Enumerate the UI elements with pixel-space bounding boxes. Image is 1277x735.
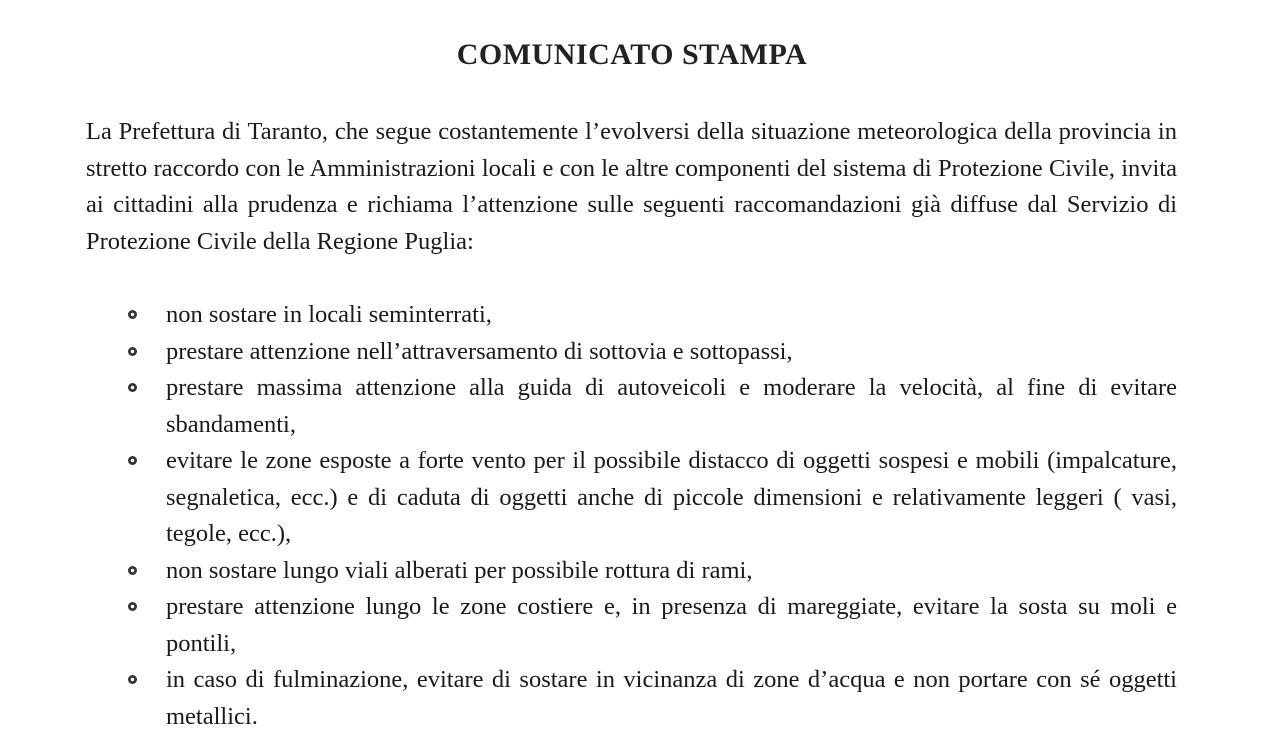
list-item-text: prestare massima attenzione alla guida di autoveicoli e moderare la velocità, al fine di evitare sbandamenti, [166,374,1177,438]
bullet-icon [128,310,137,319]
bullet-icon [128,602,137,611]
list-item-text: prestare attenzione lungo le zone costiere e, in presenza di mareggiate, evitare la sosta su moli e pontili, [166,593,1177,657]
bullet-icon [128,675,137,684]
bullet-icon [128,566,137,575]
list-item [86,443,1177,553]
list-item-text: non sostare lungo viali alberati per possibile rottura di rami, [166,556,753,584]
bullet-icon [128,456,137,465]
list-item [86,553,1177,590]
list-item-text: non sostare in locali seminterrati, [166,301,492,328]
list-item [86,334,1177,371]
list-item-text: prestare attenzione nell’attraversamento di sottovia e sottopassi, [166,337,793,365]
list-item-text: evitare le zone esposte a forte vento per il possibile distacco di oggetti sospesi e mobili (impalcature, segnaletica, ecc.) e di caduta di oggetti anche di piccole dimensioni e relativamente leggeri ( vasi, tegole, ecc.), [166,447,1177,547]
recommendations-list [86,297,1177,735]
list-item [86,297,1177,334]
list-item [86,662,1177,735]
list-item [86,370,1177,443]
intro-paragraph: La Prefettura di Taranto, che segue costantemente l’evolversi della situazione meteorologica della provincia in stretto raccordo con le Amministrazioni locali e con le altre componenti del sistema di Protezione Civile, invita ai cittadini alla prudenza e richiama l’attenzione sulle seguenti raccomandazioni già diffuse dal Servizio di Protezione Civile della Regione Puglia: [86,118,1177,255]
list-item [86,589,1177,662]
bullet-icon [128,347,137,356]
bullet-icon [128,383,137,392]
page-title: COMUNICATO STAMPA [456,38,808,71]
list-item-text: in caso di fulminazione, evitare di sostare in vicinanza di zone d’acqua e non portare con sé oggetti metallici. [166,666,1177,730]
